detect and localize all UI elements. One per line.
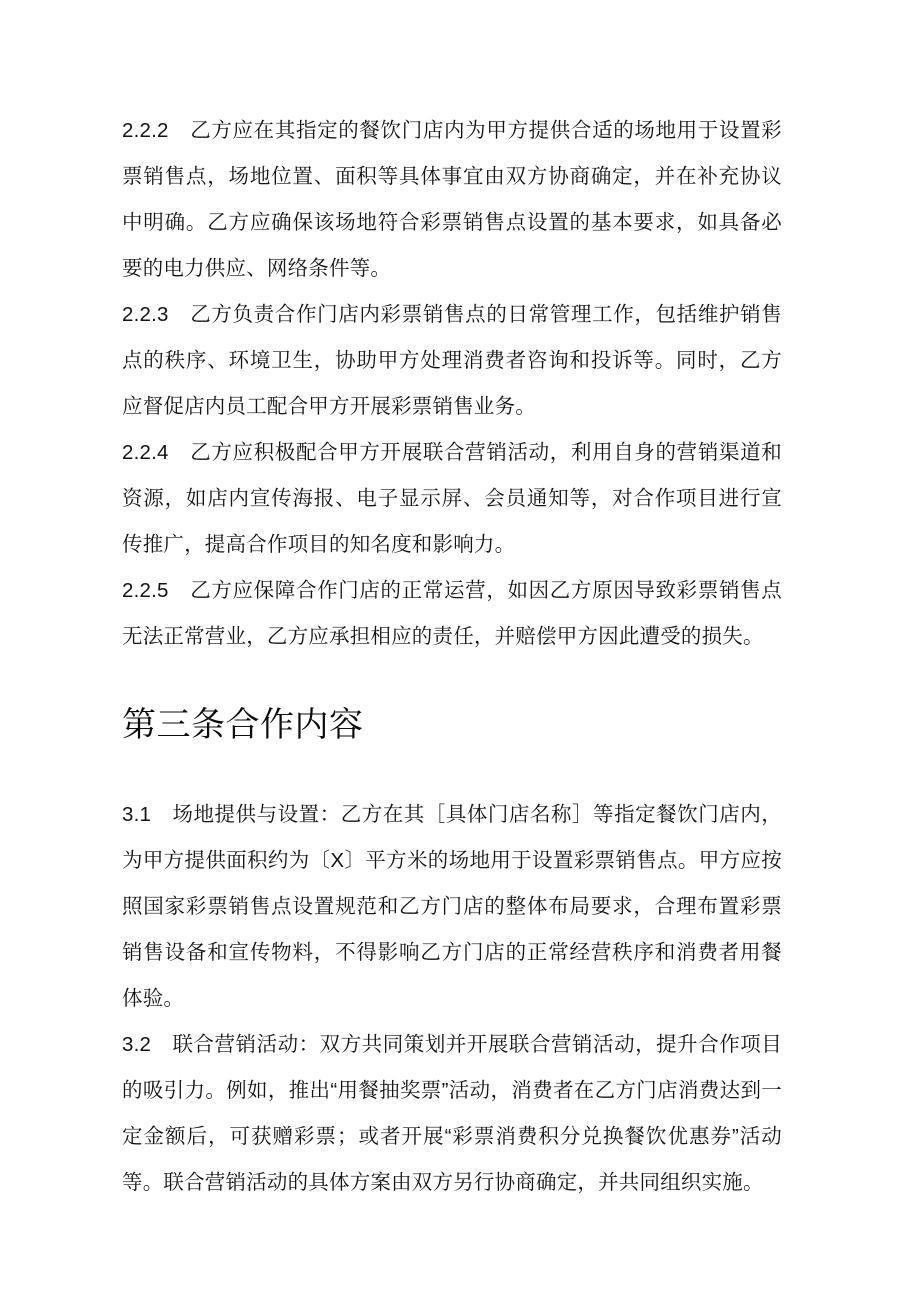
section-heading-block xyxy=(122,702,782,748)
paragraph-clause-2-2-5: 2.2.5 乙方应保障合作门店的正常运营，如因乙方原因导致彩票销售点无法正常营业，乙方应承担相应的责任，并赔偿甲方因此遭受的损失。 xyxy=(122,579,782,648)
paragraph-clause-2-2-4: 2.2.4 乙方应积极配合甲方开展联合营销活动，利用自身的营销渠道和资源，如店内宣传海报、电子显示屏、会员通知等，对合作项目进行宣传推广，提高合作项目的知名度和影响力。 xyxy=(122,441,782,556)
paragraph-clause-2-2-3: 2.2.3 乙方负责合作门店内彩票销售点的日常管理工作，包括维护销售点的秩序、环境卫生，协助甲方处理消费者咨询和投诉等。同时，乙方应督促店内员工配合甲方开展彩票销售业务。 xyxy=(122,303,782,418)
paragraph-clause-2-2-2: 2.2.2 乙方应在其指定的餐饮门店内为甲方提供合适的场地用于设置彩票销售点，场地位置、面积等具体事宜由双方协商确定，并在补充协议中明确。乙方应确保该场地符合彩票销售点设置的基本要求，如具备必要的电力供应、网络条件等。 xyxy=(122,119,782,280)
document-content xyxy=(122,108,782,1206)
section-heading-clause-3: 第三条合作内容 xyxy=(122,706,364,744)
paragraph-clause-3-1: 3.1 场地提供与设置：乙方在其［具体门店名称］等指定餐饮门店内，为甲方提供面积约为〔X〕平方米的场地用于设置彩票销售点。甲方应按照国家彩票销售点设置规范和乙方门店的整体布局要求，合理布置彩票销售设备和宣传物料，不得影响乙方门店的正常经营秩序和消费者用餐体验。 xyxy=(122,803,782,1010)
paragraph-clause-3-2: 3.2 联合营销活动：双方共同策划并开展联合营销活动，提升合作项目的吸引力。例如，推出“用餐抽奖票”活动，消费者在乙方门店消费达到一定金额后，可获赠彩票；或者开展“彩票消费积分兑换餐饮优惠券”活动等。联合营销活动的具体方案由双方另行协商确定，并共同组织实施。 xyxy=(122,1033,782,1194)
